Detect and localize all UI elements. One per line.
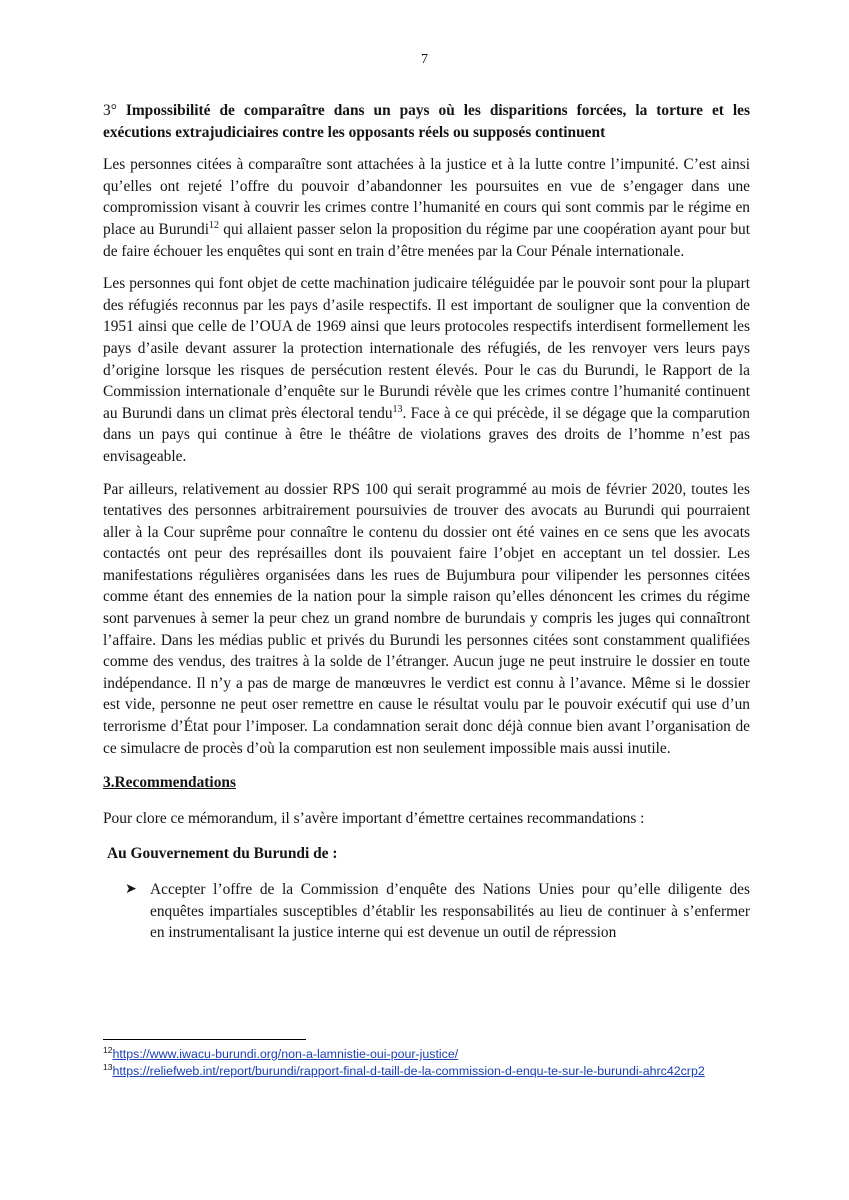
footnotes [103, 1046, 750, 1079]
paragraph-3: Par ailleurs, relativement au dossier RPS 100 qui serait programmé au mois de février 2020, toutes les tentatives des personnes arbitrairement poursuivies de trouver des avocats au Burundi qui pourraient aller à la Cour suprême pour connaître le contenu du dossier ont été vaines en ce sens que les avocats contactés ont peur des représailles dont ils pouvaient faire l’objet en acceptant un tel dossier. Les manifestations régulières organisées dans les rues de Bujumbura pour vilipender les personnes citées comme étant des ennemies de la nation pour la simple raison qu’elles dénoncent les crimes du régime sont parvenues à semer la peur chez un grand nombre de burundais y compris les juges qui connaîtront l’affaire. Dans les médias public et privés du Burundi les personnes citées sont constamment qualifiées comme des vendus, des traitres à la solde de l’étranger. Aucun juge ne peut instruire le dossier en toute indépendance. Il n’y a pas de marge de manœuvres le verdict est connu à l’avance. Même si le dossier est vide, personne ne peut oser remettre en cause le résultat voulu par le pouvoir exécutif qui use d’un terrorisme d’État pour l’imposer. La condamnation serait donc déjà connue bien avant l’organisation de ce simulacre de procès d’où la comparution est non seulement impossible mais aussi inutile. [103, 480, 750, 757]
recommendations-intro: Pour clore ce mémorandum, il s’avère important d’émettre certaines recommandations : [103, 809, 645, 827]
footnote-link[interactable]: https://www.iwacu-burundi.org/non-a-lamnistie-oui-pour-justice/ [112, 1047, 459, 1061]
list-item-text: Accepter l’offre de la Commission d’enquête des Nations Unies pour qu’elle diligente des enquêtes impartiales susceptibles d’établir les responsabilités au lieu de continuer à s’enfermer en instrumentalisant la justice interne qui est devenue un outil de répression [150, 881, 750, 942]
paragraph-2-text-a: Les personnes qui font objet de cette machination judicaire téléguidée par le pouvoir sont pour la plupart des réfugiés reconnus par les pays d’asile respectifs. Il est important de souligner que la convention de 1951 ainsi que celle de l’OUA de 1969 ainsi que leurs protocoles respectifs interdisent formellement les pays d’asile devant assurer la protection internationale des réfugiés, de les renvoyer vers leurs pays d’origine lorsque les risques de persécution restent élevés. Pour le cas du Burundi, le Rapport de la Commission internationale d’enquête sur le Burundi révèle que les crimes contre l’humanité continuent au Burundi dans un climat près électoral tendu [103, 275, 750, 422]
paragraph-1-text-a: Les personnes citées à comparaître sont attachées à la justice et à la lutte contre l’impunité. C’est ainsi qu’elles ont rejeté l’offre du pouvoir d’abandonner les poursuites en vue de s’engager dans une compromission visant à couvrir les crimes contre l’humanité en cours qui sont commis par le régime en place au Burundi [103, 156, 750, 238]
paragraph-2 [103, 273, 750, 467]
footnote-12 [103, 1046, 750, 1063]
document-body [103, 100, 750, 944]
footnote-ref-13[interactable]: 13 [392, 403, 403, 415]
footnote-link[interactable]: https://reliefweb.int/report/burundi/rapport-final-d-taill-de-la-commission-d-enqu-te-sur-le-burundi-ahrc42crp2 [112, 1063, 705, 1078]
footnote-separator [103, 1039, 306, 1040]
paragraph-1-text-b: qui allaient passer selon la proposition du régime par une coopération ayant pour but de faire échouer les enquêtes qui sont en train d’être menées par la Cour Pénale internationale. [103, 220, 750, 260]
government-heading: Au Gouvernement du Burundi de : [107, 845, 338, 863]
section-3-heading-text: Impossibilité de comparaître dans un pays où les disparitions forcées, la torture et les exécutions extrajudiciaires contre les opposants réels ou supposés continuent [103, 102, 750, 141]
arrowhead-bullet-icon: ➤ [125, 882, 137, 897]
footnote-marker: 13 [103, 1061, 113, 1072]
section-3-prefix: 3° [103, 102, 126, 119]
page-number: 7 [421, 52, 428, 67]
paragraph-2-text-b: . Face à ce qui précède, il se dégage que la comparution dans un pays qui continue à être le théâtre de violations graves des droits de l’homme n’est pas envisageable. [103, 404, 750, 465]
recommendations-title: 3.Recommendations [103, 774, 236, 792]
section-3-heading [103, 100, 750, 143]
footnote-marker: 12 [103, 1044, 113, 1055]
paragraph-1 [103, 154, 750, 262]
list-item [103, 879, 750, 944]
footnote-13 [103, 1063, 750, 1080]
footnote-ref-12[interactable]: 12 [209, 219, 220, 231]
recommendations-list [103, 879, 750, 944]
